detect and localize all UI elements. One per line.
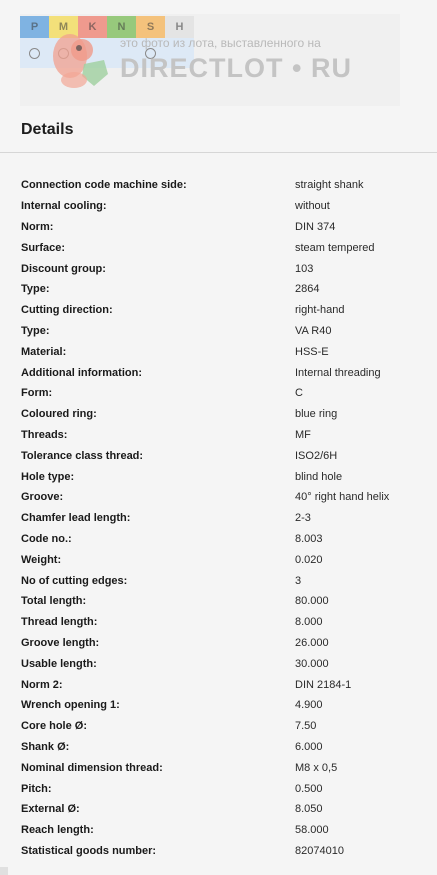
detail-label: Wrench opening 1: [21, 699, 120, 712]
detail-label: Code no.: [21, 532, 72, 545]
detail-row [21, 633, 421, 654]
detail-row [21, 321, 421, 342]
detail-row [21, 425, 421, 446]
detail-row [21, 778, 421, 799]
detail-value: 8.000 [295, 616, 323, 629]
detail-value: 3 [295, 574, 302, 587]
detail-value: blind hole [295, 470, 343, 483]
detail-label: Connection code machine side: [21, 179, 187, 192]
detail-value: 40° right hand helix [295, 491, 390, 504]
detail-label: Groove: [21, 491, 64, 504]
detail-value: DIN 374 [295, 220, 336, 233]
detail-row [21, 404, 421, 425]
detail-value: blue ring [295, 408, 338, 421]
detail-label: Norm: [21, 220, 54, 233]
detail-value: ISO2/6H [295, 449, 338, 462]
detail-label: Usable length: [21, 657, 97, 670]
detail-value: 8.050 [295, 803, 323, 816]
corner-mark [0, 867, 8, 875]
detail-label: Nominal dimension thread: [21, 761, 163, 774]
detail-row [21, 196, 421, 217]
detail-label: External Ø: [21, 803, 80, 816]
detail-row [21, 570, 421, 591]
detail-label: Additional information: [21, 366, 142, 379]
detail-label: Form: [21, 387, 53, 400]
detail-value: DIN 2184-1 [295, 678, 352, 691]
detail-value: 82074010 [295, 844, 344, 857]
section-divider [0, 152, 437, 153]
detail-value: right-hand [295, 304, 345, 317]
suitable-circle-icon [29, 48, 40, 59]
detail-value: 0.500 [295, 782, 323, 795]
detail-row [21, 549, 421, 570]
detail-value: 0.020 [295, 553, 323, 566]
detail-row [21, 757, 421, 778]
detail-row [21, 508, 421, 529]
detail-row [21, 175, 421, 196]
detail-value: MF [295, 428, 311, 441]
detail-row [21, 737, 421, 758]
details-table [21, 175, 421, 861]
detail-value: 26.000 [295, 636, 329, 649]
detail-value: 58.000 [295, 824, 329, 837]
detail-row [21, 445, 421, 466]
detail-row [21, 258, 421, 279]
watermark-logo-text: DIRECTLOT • RU [120, 53, 352, 83]
detail-value: M8 x 0,5 [295, 761, 338, 774]
material-letter-n: N [107, 16, 136, 38]
detail-value: 30.000 [295, 657, 329, 670]
detail-row [21, 383, 421, 404]
detail-value: 8.003 [295, 532, 323, 545]
material-letter-p: P [20, 16, 49, 38]
detail-value: Internal threading [295, 366, 381, 379]
detail-label: Reach length: [21, 824, 94, 837]
detail-label: Statistical goods number: [21, 844, 157, 857]
detail-value: steam tempered [295, 241, 375, 254]
detail-value: straight shank [295, 179, 364, 192]
detail-label: Tolerance class thread: [21, 449, 144, 462]
detail-value: VA R40 [295, 324, 332, 337]
detail-row [21, 591, 421, 612]
detail-label: Weight: [21, 553, 62, 566]
detail-label: Threads: [21, 428, 68, 441]
detail-label: Cutting direction: [21, 304, 113, 317]
detail-row [21, 529, 421, 550]
suitability-p [20, 38, 49, 68]
detail-value: 7.50 [295, 720, 317, 733]
squirrel-logo-icon [48, 30, 118, 94]
detail-row [21, 279, 421, 300]
detail-row [21, 341, 421, 362]
detail-label: Hole type: [21, 470, 75, 483]
detail-value: C [295, 387, 303, 400]
material-letter-h: H [165, 16, 194, 38]
detail-row [21, 466, 421, 487]
detail-label: Coloured ring: [21, 408, 97, 421]
detail-label: Norm 2: [21, 678, 63, 691]
detail-label: Thread length: [21, 616, 98, 629]
material-letter-m: M [49, 16, 78, 38]
detail-value: HSS-E [295, 345, 329, 358]
detail-row [21, 487, 421, 508]
detail-row [21, 217, 421, 238]
detail-label: No of cutting edges: [21, 574, 128, 587]
detail-label: Type: [21, 324, 50, 337]
detail-label: Material: [21, 345, 67, 358]
detail-label: Type: [21, 283, 50, 296]
material-letter-s: S [136, 16, 165, 38]
detail-value: 2864 [295, 283, 320, 296]
detail-value: 4.900 [295, 699, 323, 712]
detail-value: without [295, 200, 330, 213]
detail-label: Groove length: [21, 636, 100, 649]
material-letter-k: K [78, 16, 107, 38]
detail-row [21, 841, 421, 862]
detail-row [21, 653, 421, 674]
detail-row [21, 674, 421, 695]
detail-label: Surface: [21, 241, 66, 254]
details-heading: Details [21, 121, 74, 138]
detail-row [21, 716, 421, 737]
detail-label: Internal cooling: [21, 200, 107, 213]
detail-row [21, 362, 421, 383]
detail-label: Total length: [21, 595, 87, 608]
detail-label: Discount group: [21, 262, 106, 275]
watermark-caption: это фото из лота, выставленного на [120, 36, 321, 50]
detail-label: Pitch: [21, 782, 52, 795]
detail-value: 80.000 [295, 595, 329, 608]
detail-row [21, 237, 421, 258]
detail-row [21, 820, 421, 841]
detail-row [21, 799, 421, 820]
detail-value: 2-3 [295, 512, 311, 525]
detail-label: Chamfer lead length: [21, 512, 131, 525]
detail-row [21, 300, 421, 321]
detail-label: Core hole Ø: [21, 720, 88, 733]
detail-label: Shank Ø: [21, 740, 70, 753]
detail-value: 103 [295, 262, 314, 275]
detail-value: 6.000 [295, 740, 323, 753]
detail-row [21, 695, 421, 716]
detail-row [21, 612, 421, 633]
